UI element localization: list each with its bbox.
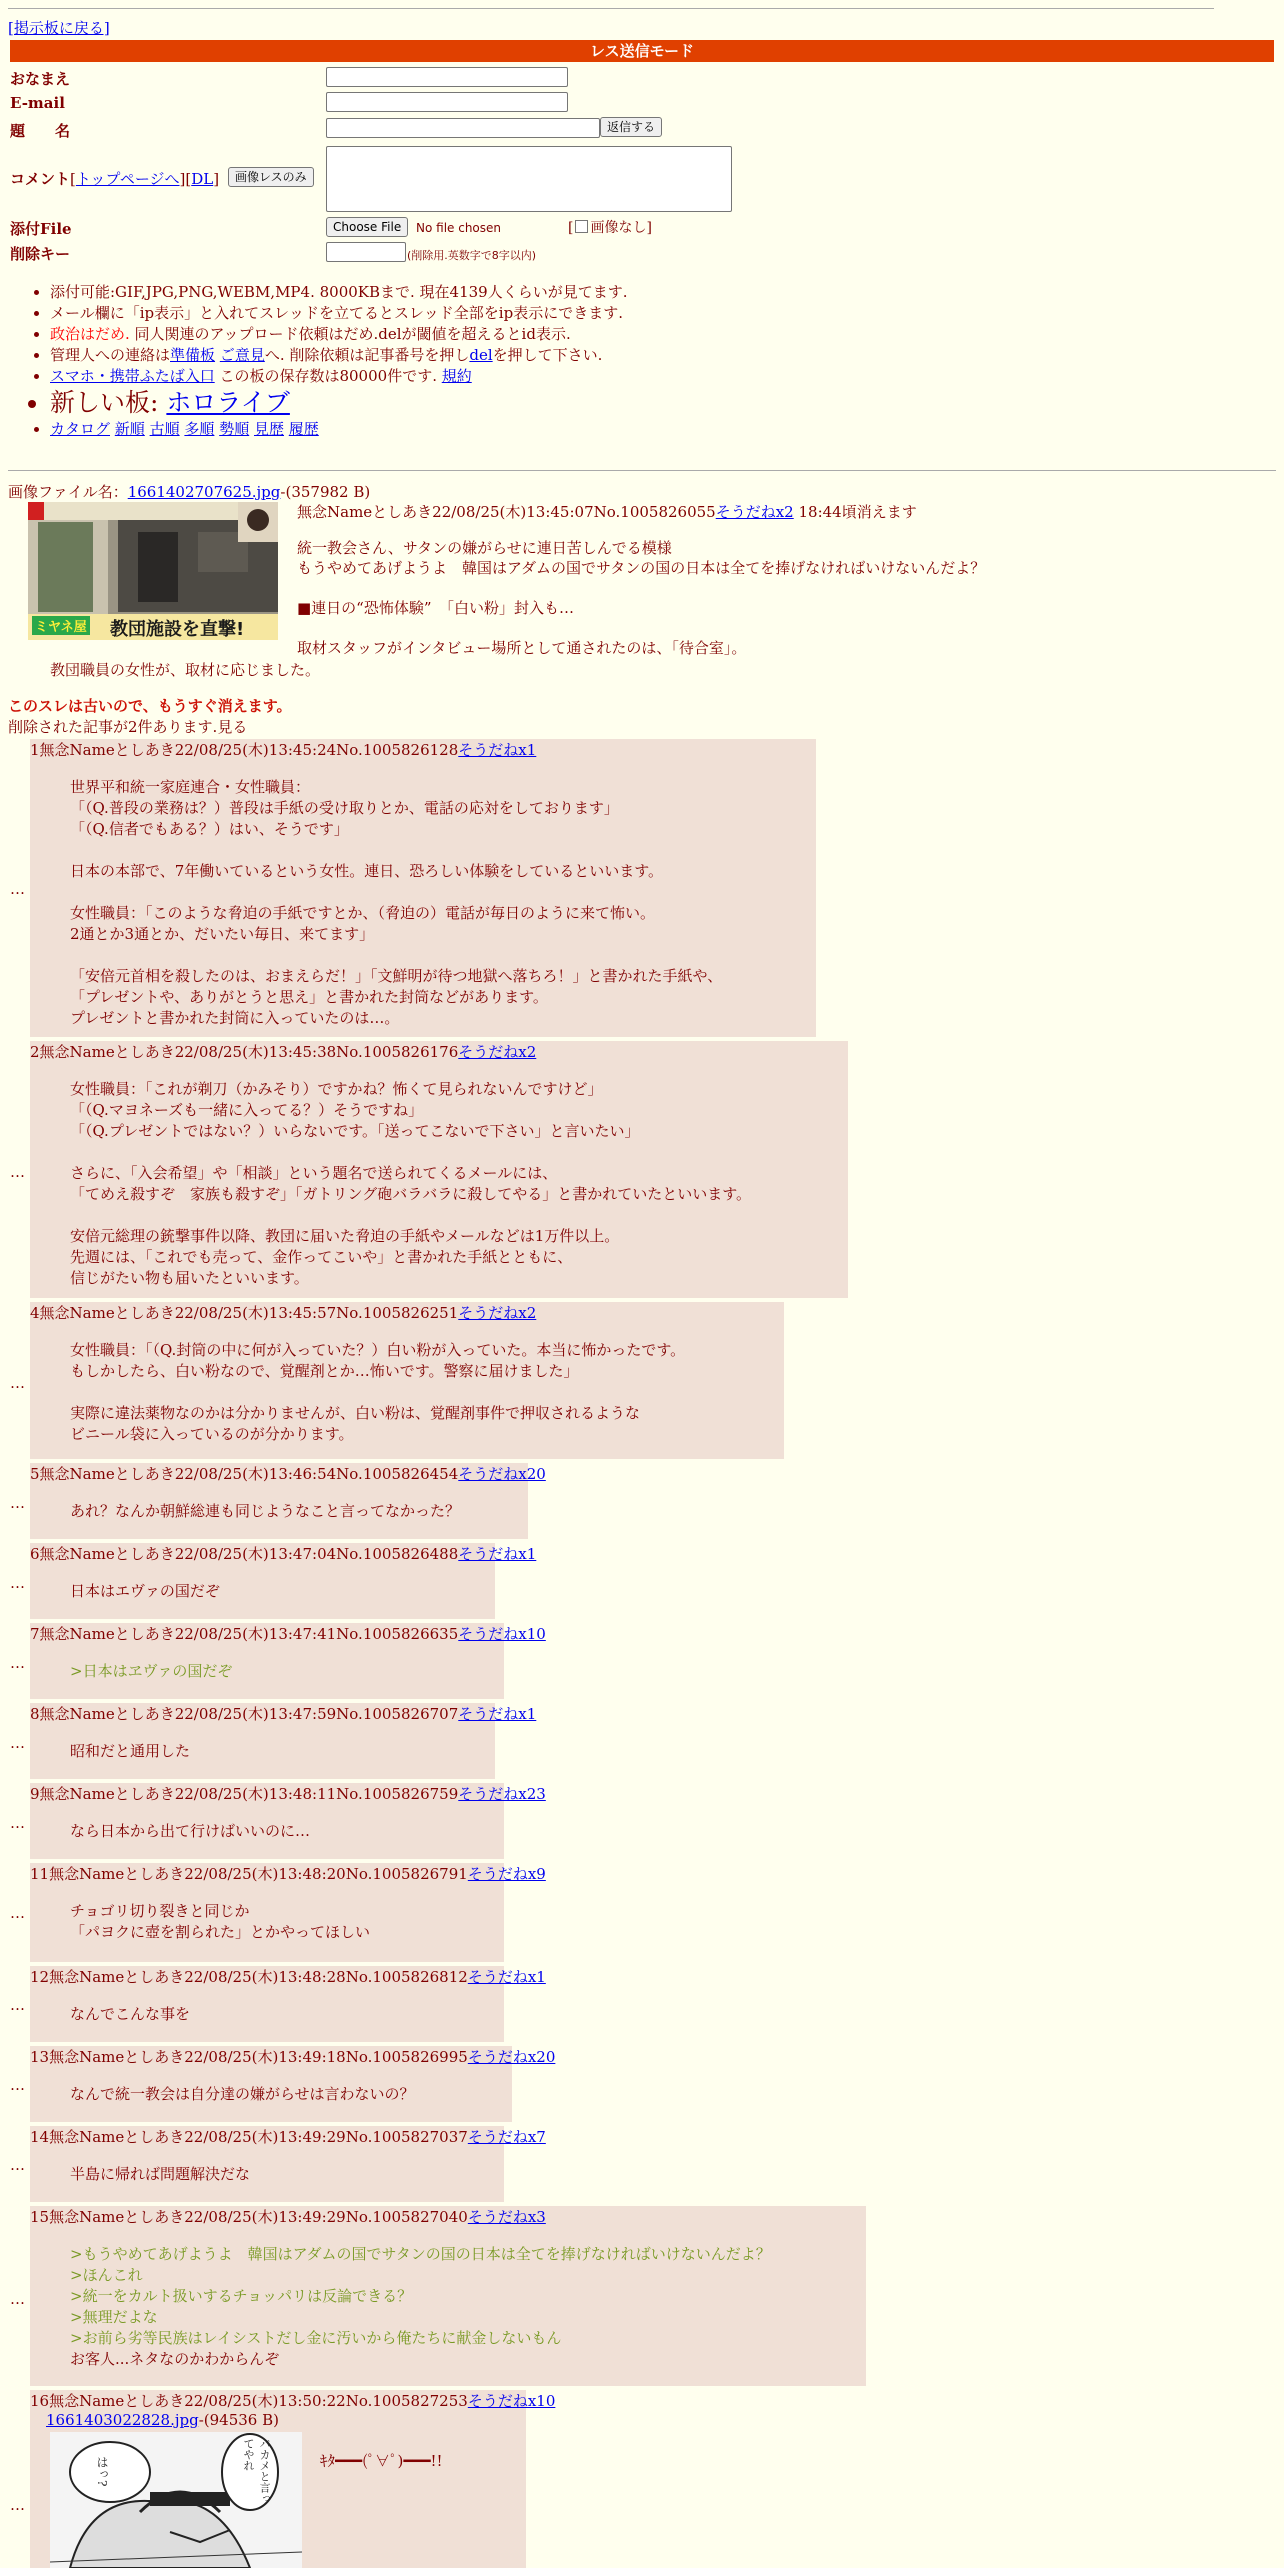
reply-dots: … [10,2156,25,2174]
op-body: 統一教会さん、サタンの嫌がらせに連日苦しんでる模様 もうやめてあげようよ 韓国はアダムの国でサタンの国の日本は全てを捧げなければいけないんだよ？ ■連日の“恐怖体験” 「白い粉」封入も… 取材スタッフがインタビュー場所として通されたのは、「待合室」。 [297,539,986,657]
reply-dots: … [10,1734,25,1752]
op-soudane-link[interactable]: そうだねx2 [715,503,794,521]
reply-2 [30,1041,848,1298]
reply-quote: >もうやめてあげようよ 韓国はアダムの国でサタンの国の日本は全てを捧げなければいけないんだよ？ >ほんこれ >統一をカルト扱いするチョッパリは反論できる？ >無理だよな >お前ら劣等民族はレイシストだし金に汚いから俺たちに献金しないもん [70,2245,771,2347]
catalog-link[interactable]: カタログ [50,420,111,438]
soudane-link[interactable]: そうだねx20 [467,2048,556,2066]
op-thumbnail[interactable] [28,502,278,640]
reply-body: 昭和だと通用した [70,1742,191,1760]
reply-header: 5無念Nameとしあき22/08/25(木)13:46:54No.1005826454そうだねx20 [30,1465,546,1483]
op-file-info: 画像ファイル名：1661402707625.jpg-(357982 B) [8,483,371,501]
reply-7 [30,1623,546,1699]
reply-header: 11無念Nameとしあき22/08/25(木)13:48:20No.1005826791そうだねx9 [30,1865,546,1883]
reply-4 [30,1302,784,1459]
image-only-button[interactable]: 画像レスのみ [228,167,314,187]
manga-bubble: バカメと言ってやれ [242,2438,271,2504]
reply-header: 13無念Nameとしあき22/08/25(木)13:49:18No.1005826995そうだねx20 [30,2048,556,2066]
reply-1 [30,739,816,1037]
hololive-link[interactable]: ホロライブ [166,388,290,417]
board-rules [24,282,628,440]
subject-label: 題 名 [10,122,71,140]
email-input[interactable] [326,92,568,112]
rule-item: • メール欄に「ip表示」と入れてスレッドを立てるとスレッド全部をip表示にできます. [50,303,628,324]
reply-body: 日本はエヴァの国だぞ [70,1582,220,1600]
reply-body: なんで統一教会は自分達の嫌がらせは言わないの？ [70,2085,415,2103]
reply-11 [30,1863,546,1962]
reply-dots: … [10,2290,25,2308]
no-file-text: No file chosen [416,221,502,235]
history-link[interactable]: 履歴 [288,420,319,438]
soudane-link[interactable]: そうだねx9 [467,1865,546,1883]
sort-momentum-link[interactable]: 勢順 [219,420,250,438]
no-image-toggle[interactable]: [ 画像なし] [568,220,652,236]
reply-8 [30,1703,537,1779]
subject-input[interactable] [326,118,600,138]
choose-file-button[interactable]: Choose File [326,217,408,237]
reply-header: 6無念Nameとしあき22/08/25(木)13:47:04No.1005826488そうだねx1 [30,1545,537,1563]
reply-header: 16無念Nameとしあき22/08/25(木)13:50:22No.1005827253そうだねx10 [30,2392,556,2410]
deleted-notice[interactable]: 削除された記事が2件あります.見る [8,718,248,736]
delkey-label: 削除キー [10,245,71,263]
reply-header: 14無念Nameとしあき22/08/25(木)13:49:29No.1005827037そうだねx7 [30,2128,546,2146]
reply-dots: … [10,1814,25,1832]
thumb-badge: ミヤネ屋 [32,616,90,635]
rule-item: • スマホ・携帯ふたば入口 この板の保存数は80000件です. 規約 [50,366,628,387]
manga-bubble-small: はっ? [95,2456,109,2487]
reply-dots: … [10,1163,25,1181]
reply-6 [30,1543,537,1619]
old-thread-notice: このスレは古いので、もうすぐ消えます。 [8,697,292,715]
reply-dots: … [10,1574,25,1592]
sort-many-link[interactable]: 多順 [184,420,215,438]
reply-mode-bar: レス送信モード [10,40,1274,62]
soudane-link[interactable]: そうだねx23 [458,1785,546,1803]
top-divider [8,8,1214,9]
comment-label: コメント [10,170,71,188]
reply-header: 9無念Nameとしあき22/08/25(木)13:48:11No.1005826759そうだねx23 [30,1785,546,1803]
submit-button[interactable]: 返信する [600,117,662,137]
catalog-links [50,419,628,440]
reply-dots: … [10,880,25,898]
delkey-input[interactable] [326,242,406,262]
reply-body: 女性職員：「（Q.封筒の中に何が入っていた？）白い粉が入っていた。本当に怖かったです。 もしかしたら、白い粉なので、覚醒剤とか…怖いです。警察に届けました」 実際に違法薬物なのかは分かりませんが、白い粉は、覚醒剤事件で押収されるような ビニール袋に入っているのが分かります。 [70,1341,686,1443]
reply-body: あれ？なんか朝鮮総連も同じようなこと言ってなかった？ [70,1502,461,1520]
view-history-link[interactable]: 見歴 [253,420,284,438]
soudane-link[interactable]: そうだねx1 [458,741,537,759]
reply-header: 1無念Nameとしあき22/08/25(木)13:45:24No.1005826128そうだねx1 [30,741,537,759]
op-file-link[interactable]: 1661402707625.jpg [127,483,281,501]
reply-12 [30,1966,546,2042]
file-label: 添付File [10,220,72,238]
reply-file-info: 1661403022828.jpg-(94536 B) [46,2411,279,2429]
reply-dots: … [10,2496,25,2514]
terms-link[interactable]: 規約 [441,367,472,385]
soudane-link[interactable]: そうだねx20 [458,1465,546,1483]
reply-header: 2無念Nameとしあき22/08/25(木)13:45:38No.1005826176そうだねx2 [30,1043,537,1061]
sort-old-link[interactable]: 古順 [149,420,180,438]
reply-body: ｷﾀ━━━(ﾟ∀ﾟ)━━━!! [320,2452,443,2470]
reply-thumbnail[interactable] [50,2432,302,2568]
soudane-link[interactable]: そうだねx2 [458,1043,537,1061]
rule-item: • 管理人への連絡は準備板 ご意見へ. 削除依頼は記事番号を押しdelを押して下さい. [50,345,628,366]
reply-quote: >日本はヱヴァの国だぞ [70,1662,233,1680]
reply-header: 12無念Nameとしあき22/08/25(木)13:48:28No.1005826812そうだねx1 [30,1968,546,1986]
reply-dots: … [10,1374,25,1392]
op-body-tail: 教団職員の女性が、取材に応じました。 [50,661,321,679]
reply-16 [30,2390,556,2568]
reply-dots: … [10,1654,25,1672]
reply-header: 7無念Nameとしあき22/08/25(木)13:47:41No.1005826635そうだねx10 [30,1625,546,1643]
soudane-link[interactable]: そうだねx1 [458,1545,537,1563]
reply-dots: … [10,2076,25,2094]
reply-body: お客人...ネタなのかわからんぞ [70,2350,280,2368]
soudane-link[interactable]: そうだねx1 [458,1705,537,1723]
rule-item: • 添付可能:GIF,JPG,PNG,WEBM,MP4. 8000KBまで. 現在4139人くらいが見てます. [50,282,628,303]
mobile-entry-link[interactable]: スマホ・携帯ふたば入口 [50,367,215,385]
comment-label-row [10,168,219,189]
reply-body: 世界平和統一家庭連合・女性職員： 「（Q.普段の業務は？）普段は手紙の受け取りとか、電話の応対をしております」 「（Q.信者でもある？）はい、そうです」 日本の本部で、7年働いているという女性。連日、恐ろしい体験をしているといいます。 女性職員：「このような脅迫の手紙ですとか、（脅迫の）電話が毎日のように来て怖い。 2通とか3通とか、だいたい毎日、来てます」 「安倍元首相を殺したのは、おまえらだ！」「文鮮明が待つ地獄へ落ちろ！」と書かれた手紙や、 「プレゼントや、ありがとうと思え」と書かれた封筒などがあります。 プレゼントと書かれた封筒に入っていたのは…。 [70,778,723,1027]
top-page-link[interactable]: トップページへ [75,170,180,188]
comment-links: [トップページへ][DL] [70,170,220,188]
name-input[interactable] [326,67,568,87]
reply-14 [30,2126,546,2202]
thread-divider [8,470,1276,471]
delkey-note: (削除用.英数字で8字以内) [407,249,537,262]
del-link[interactable]: del [469,346,493,364]
reply-body: 女性職員：「これが剃刀（かみそり）ですかね？怖くて見られないんですけど」 「（Q.マヨネーズも一緒に入ってる？）そうですね」 「（Q.プレゼントではない？）いらないです。「送ってこないで下さい」と言いたい」 さらに、「入会希望」や「相談」という題名で送られてくるメールには、 「てめえ殺すぞ 家族も殺すぞ」「ガトリング砲バラバラに殺してやる」と書かれていたといいます。 安倍元総理の銃撃事件以降、教団に届いた脅迫の手紙やメールなどは1万件以上。 先週には、「これでも売って、金作ってこいや」と書かれた手紙とともに、 信じがたい物も届いたといいます。 [70,1080,752,1287]
reply-13 [30,2046,556,2122]
name-label: おなまえ [10,70,71,88]
junbi-board-link[interactable]: 準備板 [170,346,216,364]
reply-header: 4無念Nameとしあき22/08/25(木)13:45:57No.1005826251そうだねx2 [30,1304,537,1322]
sort-new-link[interactable]: 新順 [114,420,145,438]
thumb-caption: 教団施設を直撃! [110,619,245,640]
checkbox-icon[interactable] [575,220,588,233]
rule-item: • 政治はだめ. 同人関連のアップロード依頼はだめ.delが閾値を超えるとid表示. [50,324,628,345]
email-label: E-mail [10,94,65,112]
soudane-link[interactable]: そうだねx7 [467,2128,546,2146]
soudane-link[interactable]: そうだねx2 [458,1304,537,1322]
reply-9 [30,1783,546,1859]
soudane-link[interactable]: そうだねx10 [458,1625,546,1643]
soudane-link[interactable]: そうだねx10 [467,2392,556,2410]
reply-header: 15無念Nameとしあき22/08/25(木)13:49:29No.1005827040そうだねx3 [30,2208,546,2226]
reply-file-link[interactable]: 1661403022828.jpg [46,2411,199,2429]
reply-body: なら日本から出て行けばいいのに… [70,1822,311,1840]
dl-link[interactable]: DL [191,170,214,188]
soudane-link[interactable]: そうだねx3 [467,2208,546,2226]
reply-header: 8無念Nameとしあき22/08/25(木)13:47:59No.1005826707そうだねx1 [30,1705,537,1723]
reply-body: チョゴリ切り裂きと同じか 「パヨクに壺を割られた」とかやってほしい [70,1902,371,1941]
soudane-link[interactable]: そうだねx1 [467,1968,546,1986]
op-header: 無念Nameとしあき22/08/25(木)13:45:07No.1005826055そうだねx2 18:44頃消えます [297,503,917,521]
comment-textarea[interactable] [326,146,732,212]
reply-5 [30,1463,546,1539]
new-board-item: • 新しい板: ホロライブ [50,387,628,419]
reply-body: なんでこんな事を [70,2005,191,2023]
reply-dots: … [10,1904,25,1922]
opinion-link[interactable]: ご意見 [219,346,265,364]
reply-15 [30,2206,866,2386]
back-to-board-link[interactable]: [掲示板に戻る] [8,19,110,37]
reply-dots: … [10,1494,25,1512]
reply-body: 半島に帰れば問題解決だな [70,2165,251,2183]
reply-dots: … [10,1996,25,2014]
